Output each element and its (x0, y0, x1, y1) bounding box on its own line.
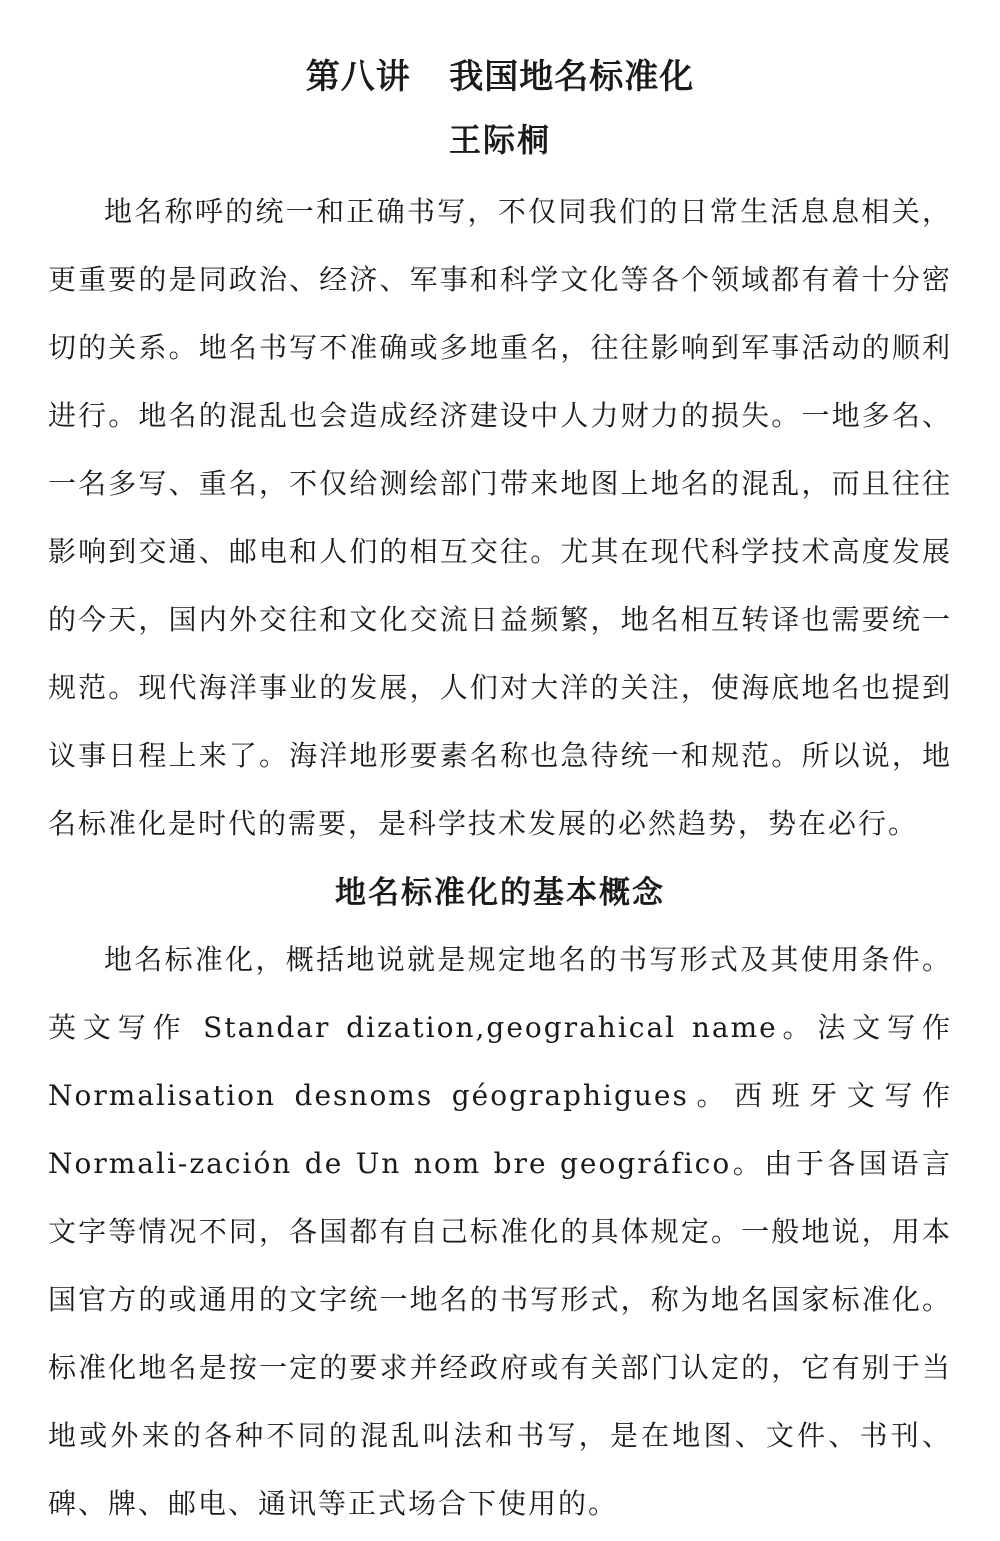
section-heading: 地名标准化的基本概念 (335, 875, 665, 911)
definition-paragraph: 地名标准化，概括地说就是规定地名的书写形式及其使用条件。英文写作 Standar dization,geograhical name。法文写作 Normalisation desnoms géographigues。西班牙文写作 Normali-zación de Un nom bre geográfico。由于各国语言文字等情况不同，各国都有自己标准化的具体规定。一般地说，用本国官方的或通用的文字统一地名的书写形式，称为地名国家标准化。标准化地名是按一定的要求并经政府或有关部门认定的，它有别于当地或外来的各种不同的混乱叫法和书写，是在地图、文件、书刊、碑、牌、邮电、通讯等正式场合下使用的。 (48, 943, 952, 1520)
lecture-title: 第八讲 我国地名标准化 (305, 57, 695, 97)
author-name: 王际桐 (448, 121, 551, 159)
intro-paragraph: 地名称呼的统一和正确书写，不仅同我们的日常生活息息相关，更重要的是同政治、经济、军事和科学文化等各个领域都有着十分密切的关系。地名书写不准确或多地重名，往往影响到军事活动的顺利进行。地名的混乱也会造成经济建设中人力财力的损失。一地多名、一名多写、重名，不仅给测绘部门带来地图上地名的混乱，而且往往影响到交通、邮电和人们的相互交往。尤其在现代科学技术高度发展的今天，国内外交往和文化交流日益频繁，地名相互转译也需要统一规范。现代海洋事业的发展，人们对大洋的关注，使海底地名也提到议事日程上来了。海洋地形要素名称也急待统一和规范。所以说，地名标准化是时代的需要，是科学技术发展的必然趋势，势在必行。 (48, 195, 952, 840)
